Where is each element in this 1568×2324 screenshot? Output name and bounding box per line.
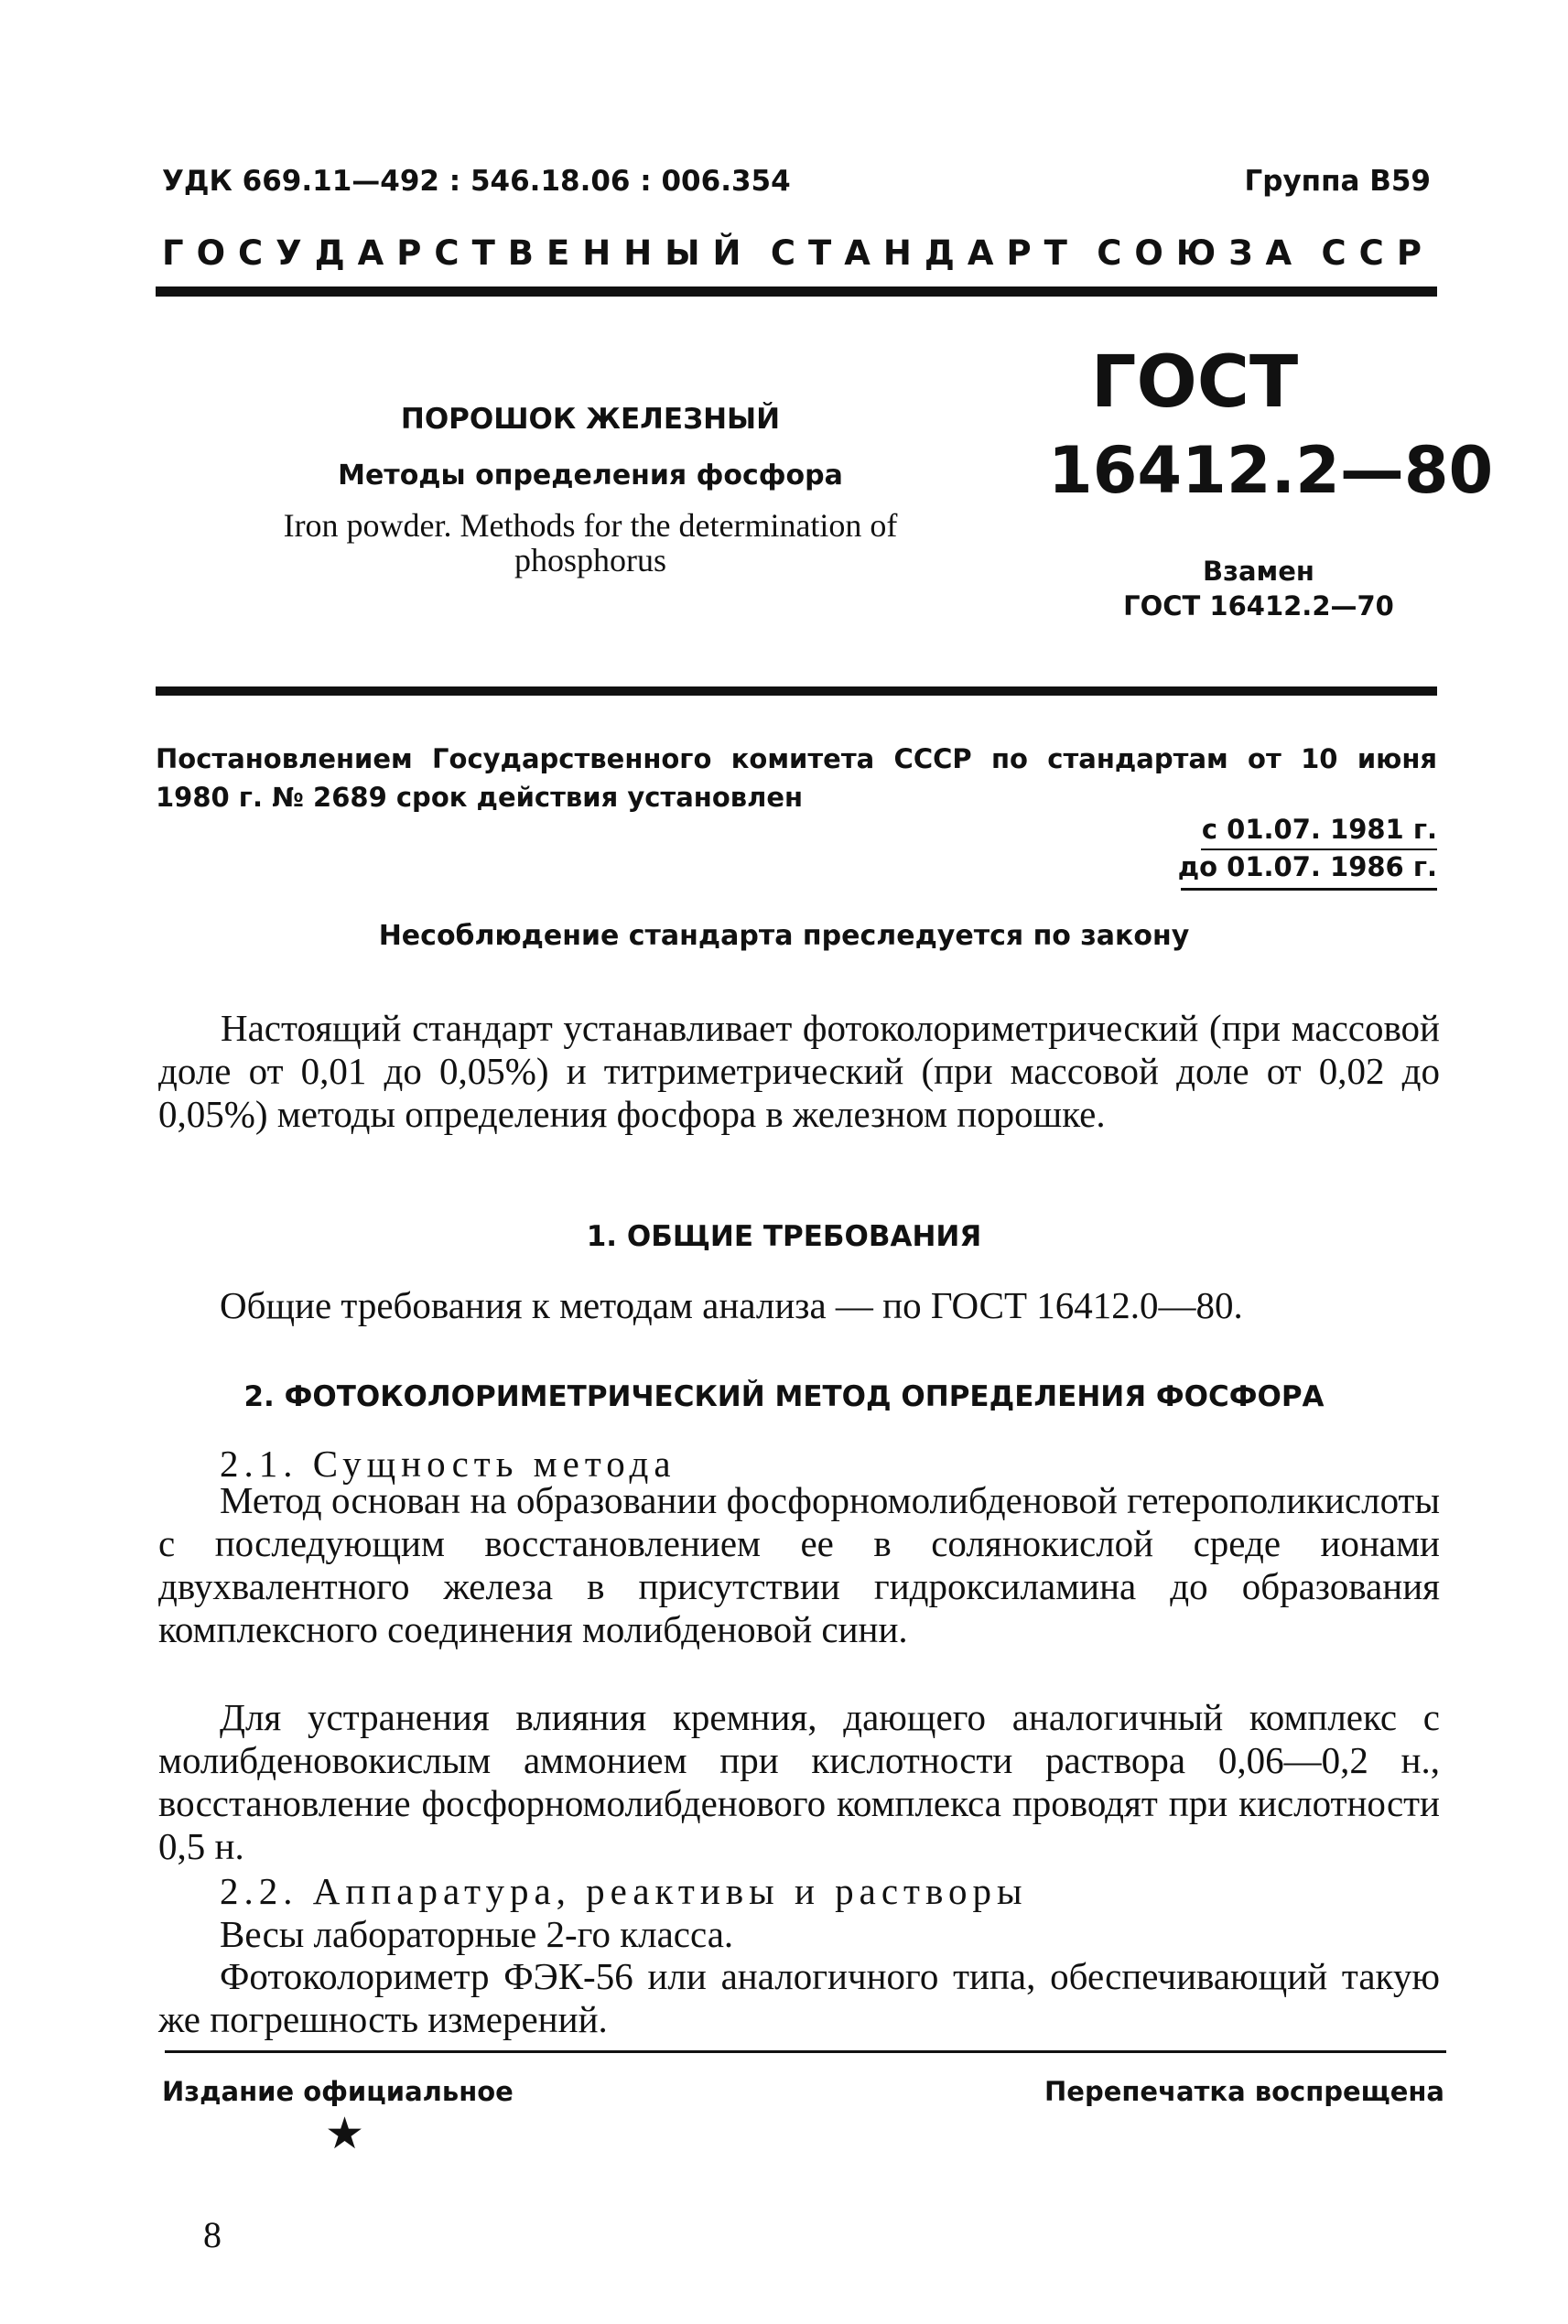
section-2-heading: 2. ФОТОКОЛОРИМЕТРИЧЕСКИЙ МЕТОД ОПРЕДЕЛЕНИЯ ФОСФОРА: [243, 1380, 1325, 1413]
decree-text: Постановлением Государственного комитета СССР по стандартам от 10 июня 1980 г. № 2689 срок действия установлен: [156, 743, 1437, 813]
title-en: Iron powder. Methods for the determination of phosphorus: [283, 507, 898, 578]
page-number: 8: [203, 2214, 222, 2255]
date-from: с 01.07. 1981 г.: [1201, 814, 1437, 845]
gost-label: ГОСТ: [1090, 341, 1299, 424]
intro-paragraph: Настоящий стандарт устанавливает фотоколориметрический (при массовой доле от 0,01 до 0,05%) и титриметрический (при массовой доле от 0,02 до 0,05%) методы определения фосфора в железном порошке.: [158, 1007, 1440, 1135]
edition-label: Издание официальное: [162, 2076, 514, 2107]
date-from-underline: [1201, 849, 1437, 850]
paragraph-2-2-b: Фотоколориметр ФЭК-56 или аналогичного типа, обеспечивающий такую же погрешность измерений.: [158, 1955, 1440, 2040]
gost-number: 16412.2—80: [1048, 433, 1494, 508]
udk-code: УДК 669.11—492 : 546.18.06 : 006.354: [162, 165, 791, 198]
date-to-underline: [1181, 888, 1437, 891]
banner-word-4: ССР: [1321, 233, 1434, 273]
reprint-notice: Перепечатка воспрещена: [1044, 2076, 1444, 2107]
section-1-text: Общие требования к методам анализа — по ГОСТ 16412.0—80.: [220, 1284, 1243, 1326]
mid-rule-thick: [156, 686, 1437, 696]
replaces-number: ГОСТ 16412.2—70: [1123, 590, 1394, 622]
subtitle-ru: Методы определения фосфора: [338, 459, 843, 492]
paragraph-2-2-a: Весы лабораторные 2-го класса.: [220, 1913, 734, 1955]
replaces-label: Взамен: [1203, 556, 1314, 587]
subsection-2-2-title: 2.2. Аппаратура, реактивы и растворы: [220, 1870, 1028, 1912]
law-notice: Несоблюдение стандарта преследуется по закону: [378, 920, 1190, 952]
star-icon: ★: [325, 2110, 365, 2158]
section-1-heading: 1. ОБЩИЕ ТРЕБОВАНИЯ: [586, 1220, 982, 1253]
paragraph-2-1-b: Для устранения влияния кремния, дающего аналогичный комплекс с молибденовокислым аммонием при кислотности раствора 0,06—0,2 н., восстановление фосфорномолибденового комплекса проводят при кислотности 0,5 н.: [158, 1696, 1440, 1867]
banner-word-3: СОЮЗА: [1097, 233, 1305, 273]
group-code: Группа В59: [1244, 165, 1431, 198]
paragraph-2-1-a: Метод основан на образовании фосфорномолибденовой гетерополикислоты с последующим восстановлением ее в солянокислой среде ионами двухвалентного железа в присутствии гидроксиламина до образования комплексного соединения молибденовой сини.: [158, 1479, 1440, 1650]
date-to: до 01.07. 1986 г.: [1177, 851, 1437, 882]
footer-rule: [165, 2050, 1446, 2053]
title-ru: ПОРОШОК ЖЕЛЕЗНЫЙ: [400, 403, 781, 436]
subsection-2-1-title: 2.1. Сущность метода: [220, 1443, 676, 1485]
title-block: [211, 403, 970, 578]
replaces-block: [1085, 554, 1433, 623]
banner-word-2: СТАНДАРТ: [770, 233, 1080, 273]
banner-word-1: ГОСУДАРСТВЕННЫЙ: [162, 233, 754, 273]
state-standard-banner: [162, 233, 1434, 273]
top-rule-thick: [156, 286, 1437, 297]
